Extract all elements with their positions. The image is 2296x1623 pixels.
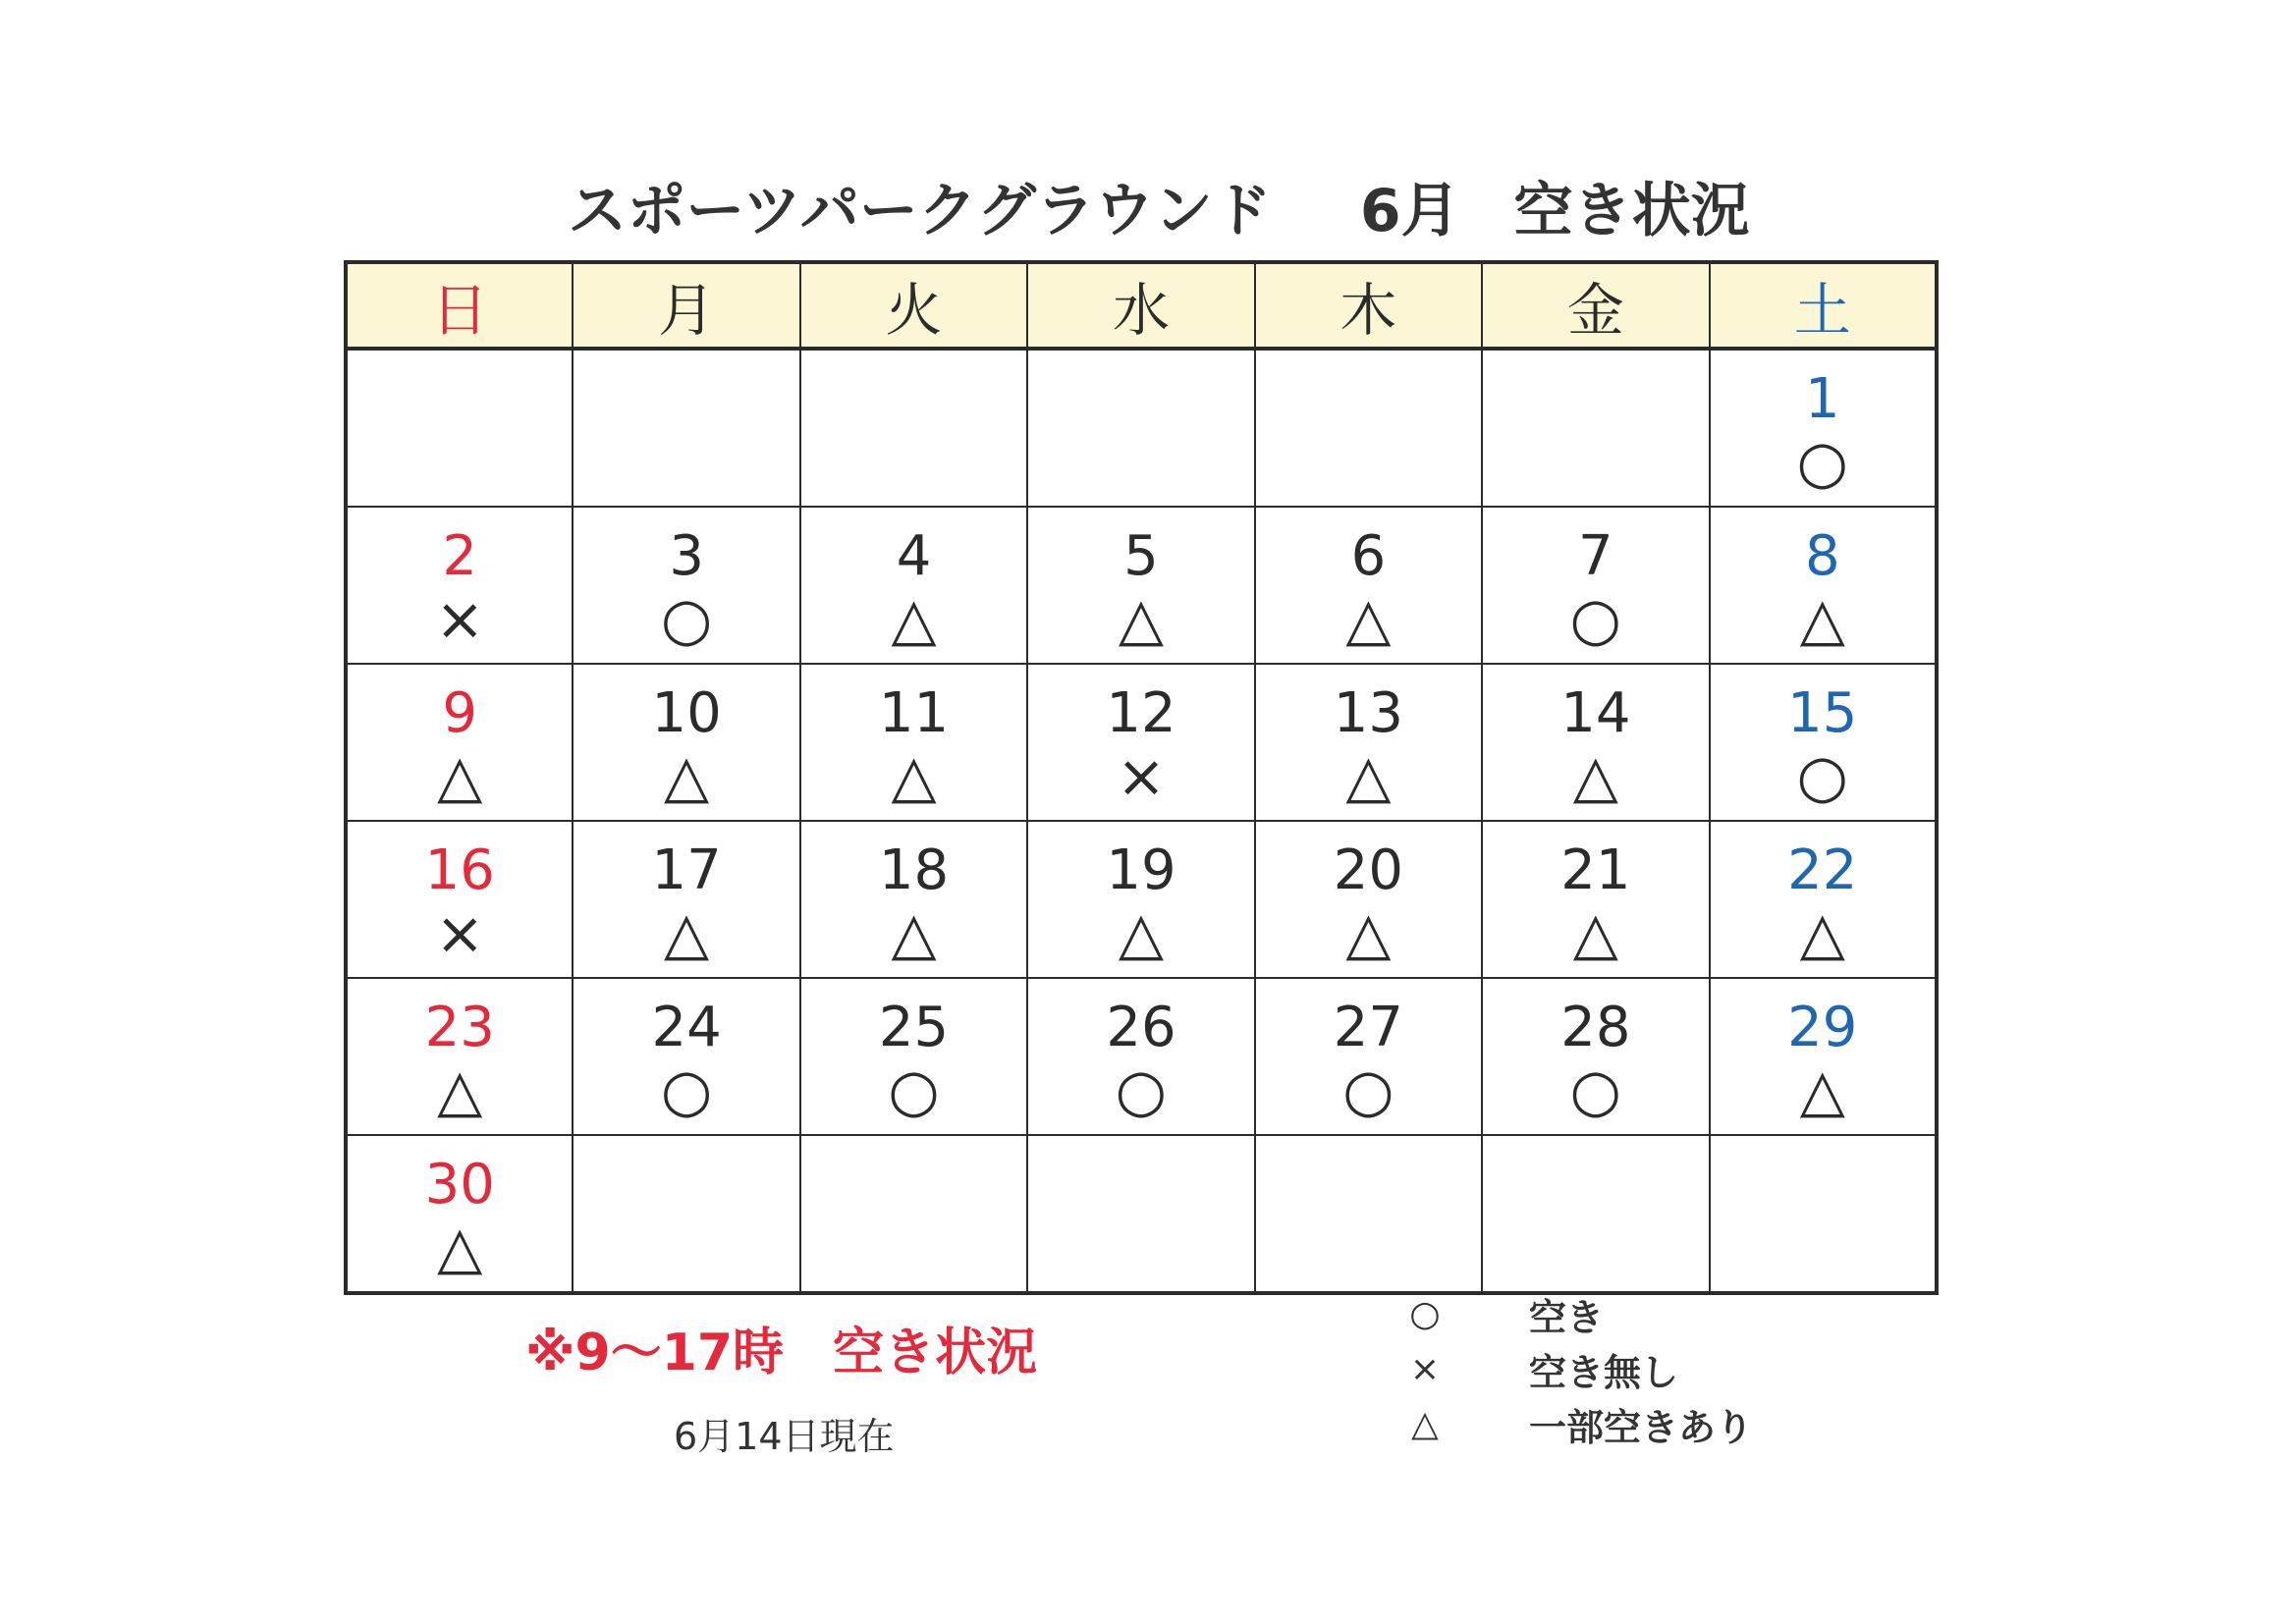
legend-label: 一部空きあり xyxy=(1529,1405,1754,1449)
day-cell xyxy=(346,664,573,821)
week-row xyxy=(346,1135,1937,1293)
legend-label: 空き無し xyxy=(1529,1350,1679,1394)
day-cell xyxy=(1027,821,1254,978)
day-number: 27 xyxy=(1333,996,1404,1059)
weekday-sat: 土 xyxy=(1710,262,1937,349)
availability-mark: △ xyxy=(664,899,710,968)
day-cell xyxy=(1710,821,1937,978)
empty-cell xyxy=(1027,349,1254,507)
availability-mark: ○ xyxy=(660,1056,713,1125)
availability-mark: × xyxy=(1116,742,1167,811)
day-cell xyxy=(1710,507,1937,664)
day-number: 9 xyxy=(442,681,478,745)
day-cell xyxy=(1255,821,1482,978)
day-number: 14 xyxy=(1560,681,1631,745)
legend-label: 空き xyxy=(1529,1295,1605,1339)
day-cell xyxy=(1255,664,1482,821)
availability-mark: × xyxy=(435,899,485,968)
day-cell xyxy=(1255,978,1482,1135)
empty-cell xyxy=(1255,1135,1482,1293)
day-number: 23 xyxy=(424,996,495,1059)
day-cell xyxy=(800,664,1027,821)
title-month: 6月 xyxy=(1359,177,1460,245)
legend xyxy=(1399,1286,1753,1451)
day-cell xyxy=(1482,978,1709,1135)
hours-note xyxy=(525,1311,1037,1384)
day-number: 11 xyxy=(878,681,950,745)
legend-item-full xyxy=(1399,1341,1753,1396)
day-cell xyxy=(346,507,573,664)
day-number: 19 xyxy=(1106,839,1176,902)
day-cell xyxy=(1482,664,1709,821)
day-cell xyxy=(1710,978,1937,1135)
availability-mark: △ xyxy=(1345,742,1392,811)
empty-cell xyxy=(1482,1135,1709,1293)
weekday-wed: 水 xyxy=(1027,262,1254,349)
day-number: 17 xyxy=(651,839,722,902)
availability-mark: ○ xyxy=(1796,742,1848,811)
weekday-mon: 月 xyxy=(573,262,799,349)
availability-mark: △ xyxy=(1345,899,1392,968)
day-number: 22 xyxy=(1787,839,1858,902)
availability-mark: △ xyxy=(1118,899,1165,968)
empty-cell xyxy=(1482,349,1709,507)
availability-mark: △ xyxy=(437,742,483,811)
day-number: 2 xyxy=(442,524,478,588)
day-number: 21 xyxy=(1560,839,1631,902)
availability-mark: ○ xyxy=(1569,1056,1621,1125)
week-row xyxy=(346,978,1937,1135)
day-cell xyxy=(346,821,573,978)
availability-mark: × xyxy=(435,585,485,654)
availability-mark: △ xyxy=(1799,1056,1845,1125)
availability-mark: △ xyxy=(1799,899,1845,968)
day-number: 15 xyxy=(1787,681,1858,745)
triangle-icon: △ xyxy=(1411,1403,1439,1444)
week-row xyxy=(346,821,1937,978)
day-cell xyxy=(346,1135,573,1293)
day-cell xyxy=(1710,349,1937,507)
availability-mark: △ xyxy=(891,585,937,654)
day-number: 20 xyxy=(1333,839,1404,902)
day-number: 16 xyxy=(424,839,495,902)
availability-mark: △ xyxy=(891,899,937,968)
availability-mark: ○ xyxy=(1342,1056,1394,1125)
day-cell xyxy=(1482,821,1709,978)
availability-mark: ○ xyxy=(888,1056,940,1125)
empty-cell xyxy=(573,349,799,507)
day-cell xyxy=(573,507,799,664)
weekday-tue: 火 xyxy=(800,262,1027,349)
day-cell xyxy=(346,978,573,1135)
availability-mark: △ xyxy=(437,1214,483,1282)
availability-mark: △ xyxy=(664,742,710,811)
availability-mark: △ xyxy=(1345,585,1392,654)
empty-cell xyxy=(1027,1135,1254,1293)
weekday-sun: 日 xyxy=(346,262,573,349)
empty-cell xyxy=(800,1135,1027,1293)
empty-cell xyxy=(1255,349,1482,507)
week-row xyxy=(346,349,1937,507)
weekday-header-row xyxy=(346,262,1937,349)
empty-cell xyxy=(1710,1135,1937,1293)
day-cell xyxy=(1027,664,1254,821)
day-cell xyxy=(573,664,799,821)
availability-mark: △ xyxy=(437,1056,483,1125)
week-row xyxy=(346,507,1937,664)
day-cell xyxy=(800,821,1027,978)
availability-mark: ○ xyxy=(1569,585,1621,654)
day-number: 1 xyxy=(1804,367,1840,431)
day-number: 7 xyxy=(1578,524,1613,588)
day-number: 12 xyxy=(1106,681,1176,745)
legend-item-available xyxy=(1399,1286,1753,1341)
availability-mark: △ xyxy=(1572,742,1618,811)
day-cell xyxy=(800,978,1027,1135)
day-cell xyxy=(1482,507,1709,664)
day-number: 3 xyxy=(669,524,704,588)
day-cell xyxy=(573,821,799,978)
day-number: 4 xyxy=(896,524,932,588)
week-row xyxy=(346,664,1937,821)
day-number: 5 xyxy=(1123,524,1159,588)
empty-cell xyxy=(346,349,573,507)
availability-mark: ○ xyxy=(1115,1056,1168,1125)
availability-calendar xyxy=(344,260,1939,1295)
availability-mark: ○ xyxy=(1796,428,1848,497)
page-title xyxy=(344,167,1974,245)
day-cell xyxy=(1027,507,1254,664)
availability-mark: ○ xyxy=(660,585,713,654)
day-number: 26 xyxy=(1106,996,1176,1059)
day-cell xyxy=(800,507,1027,664)
day-number: 28 xyxy=(1560,996,1631,1059)
availability-mark: △ xyxy=(1799,585,1845,654)
note-subject: 空き状況 xyxy=(833,1324,1038,1382)
empty-cell xyxy=(800,349,1027,507)
title-facility: スポーツパークグラウンド xyxy=(568,177,1272,245)
day-cell xyxy=(1027,978,1254,1135)
legend-item-partial xyxy=(1399,1396,1753,1451)
day-number: 29 xyxy=(1787,996,1858,1059)
day-cell xyxy=(573,978,799,1135)
day-number: 30 xyxy=(424,1153,495,1217)
day-number: 8 xyxy=(1804,524,1840,588)
availability-mark: △ xyxy=(891,742,937,811)
note-hours: ※9～17時 xyxy=(525,1324,785,1382)
title-subject: 空き状況 xyxy=(1513,177,1750,245)
day-number: 6 xyxy=(1350,524,1387,588)
circle-icon: ○ xyxy=(1409,1293,1441,1334)
day-cell xyxy=(1255,507,1482,664)
day-number: 25 xyxy=(878,996,950,1059)
empty-cell xyxy=(573,1135,799,1293)
weekday-thu: 木 xyxy=(1255,262,1482,349)
weekday-fri: 金 xyxy=(1482,262,1709,349)
as-of-date: 6月14日現在 xyxy=(674,1415,895,1458)
day-number: 24 xyxy=(651,996,722,1059)
availability-mark: △ xyxy=(1118,585,1165,654)
day-number: 13 xyxy=(1333,681,1404,745)
day-number: 18 xyxy=(878,839,950,902)
day-number: 10 xyxy=(651,681,722,745)
availability-mark: △ xyxy=(1572,899,1618,968)
cross-icon: × xyxy=(1409,1348,1441,1389)
day-cell xyxy=(1710,664,1937,821)
